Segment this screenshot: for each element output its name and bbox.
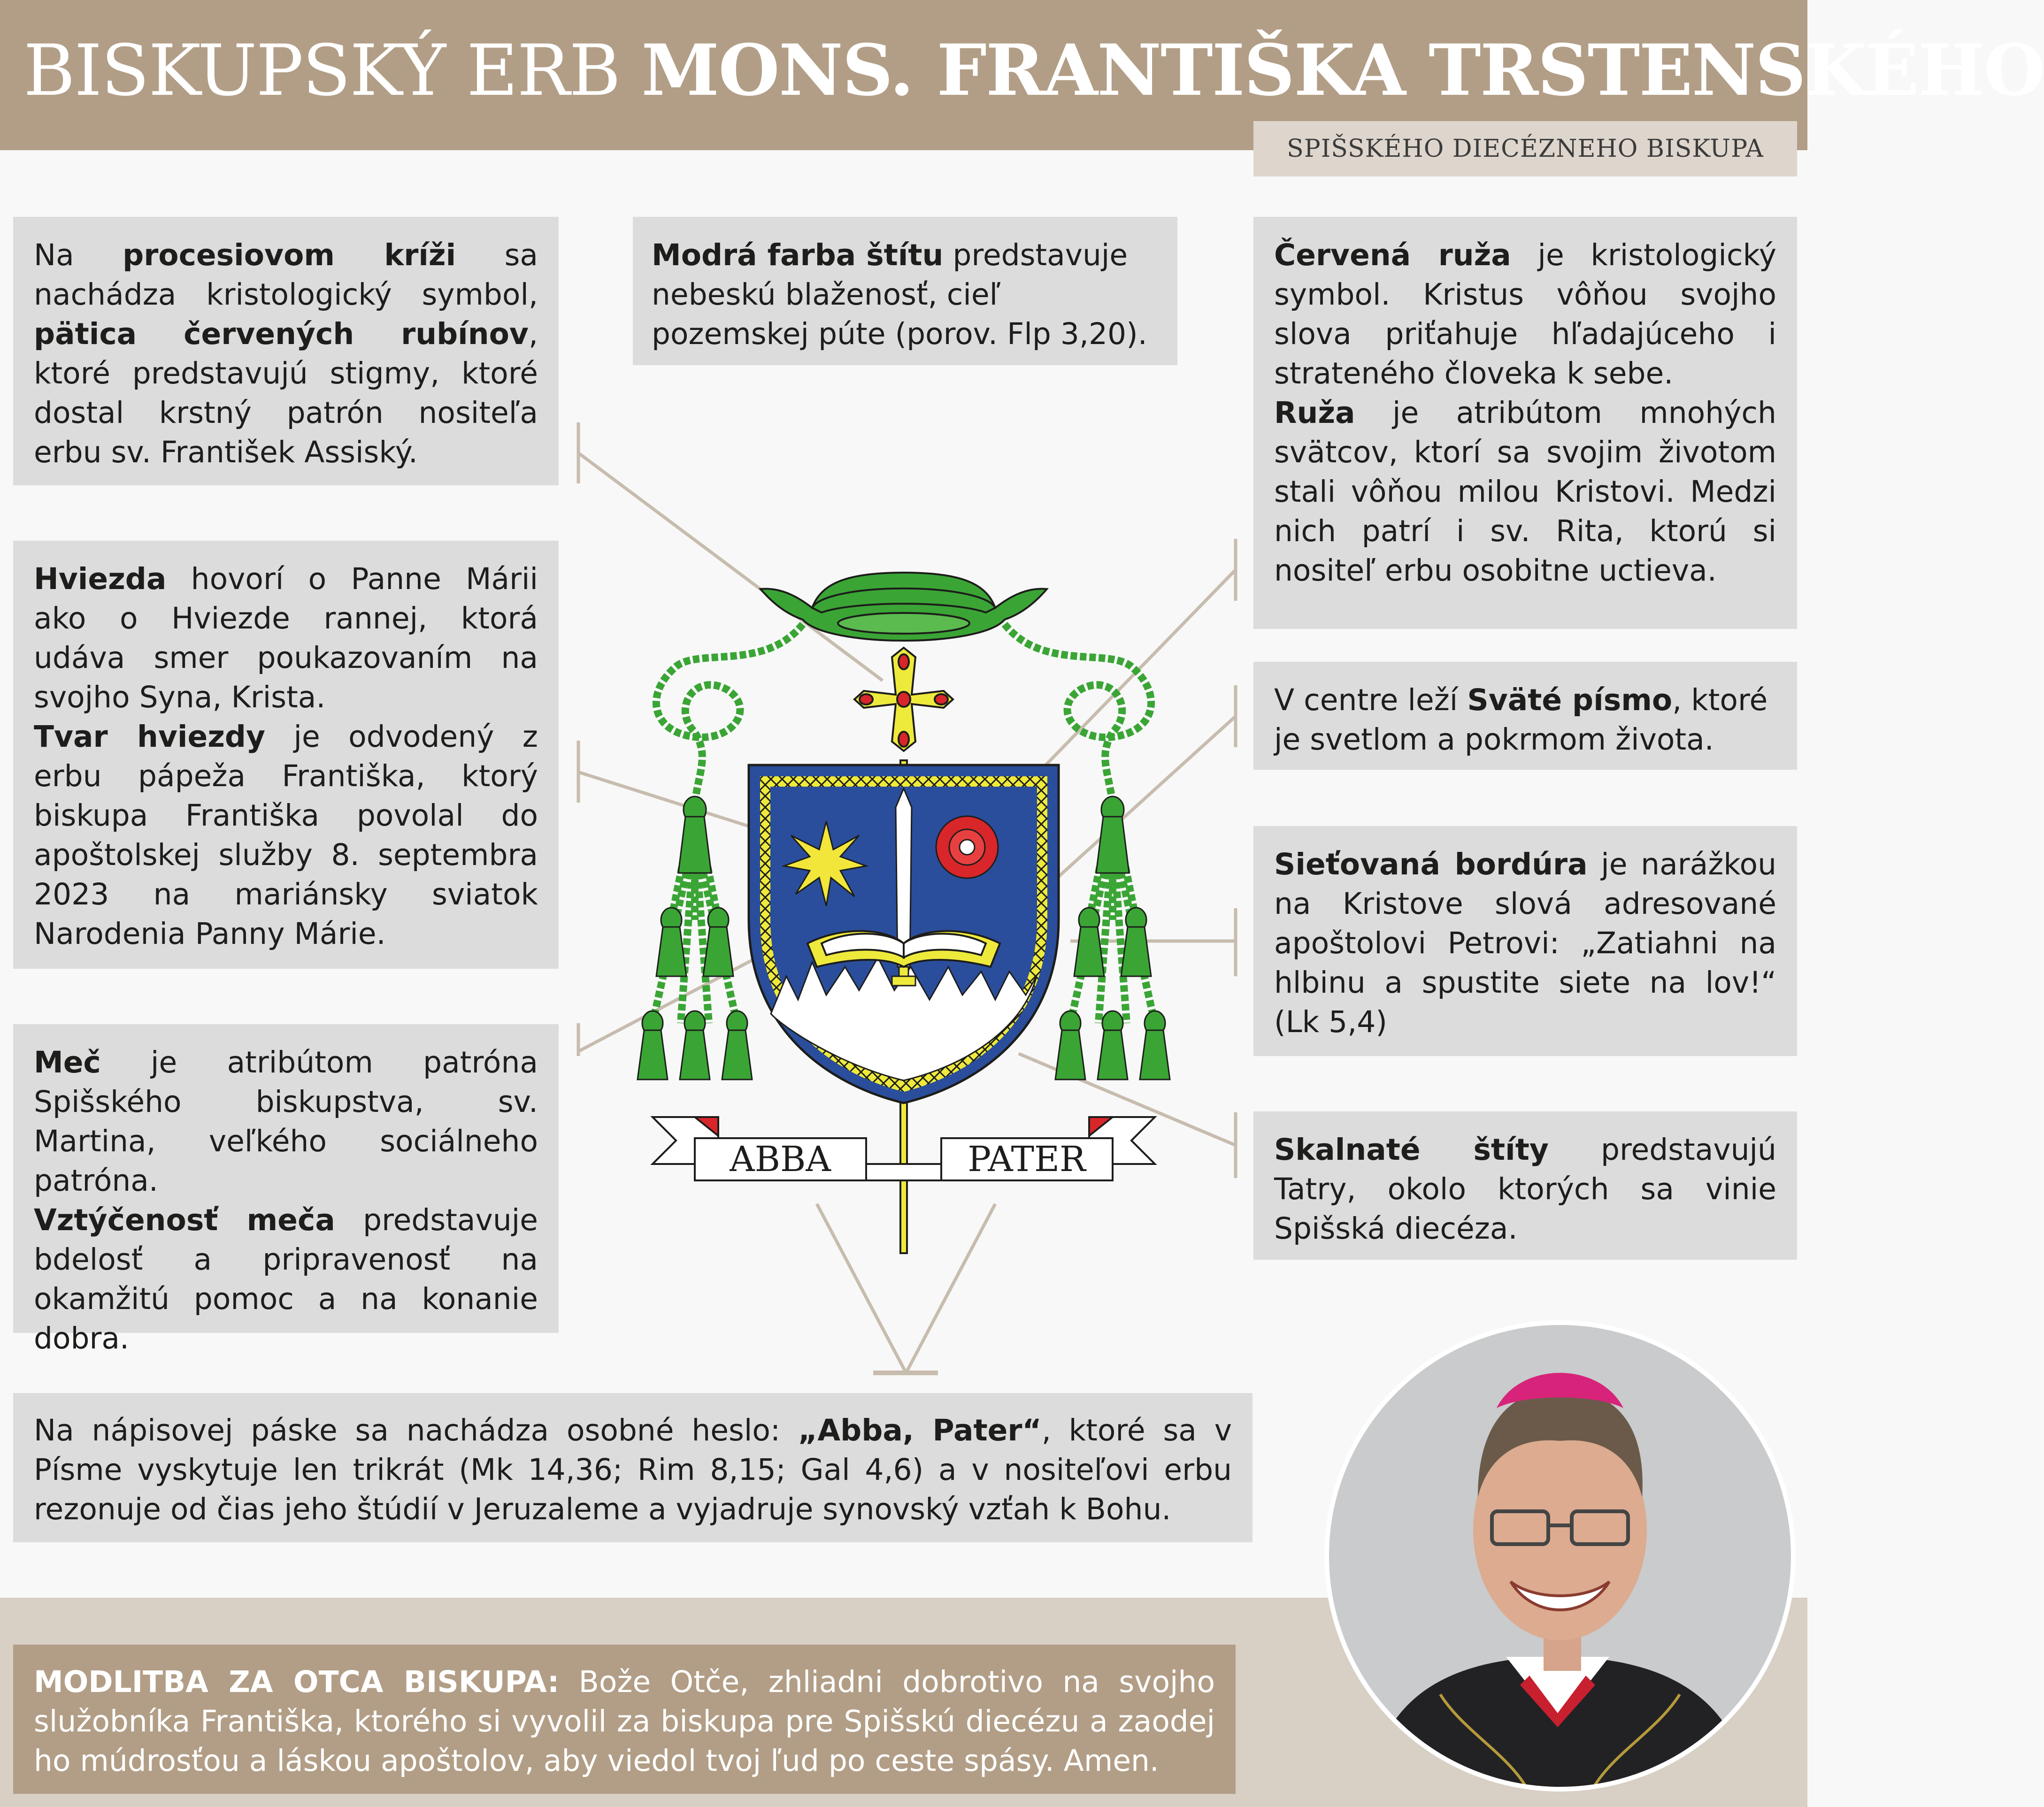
text-box-rocky-peaks: Skalnaté štíty predstavujú Tatry, okolo ktorých sa vinie Spišská diecéza. [1253,1111,1797,1260]
shield [749,765,1059,1103]
text-box-prayer: MODLITBA ZA OTCA BISKUPA: Bože Otče, zhliadni dobrotivo na svojho služobníka Františka, ktorého si vyvolil za biskupa pre Spišskú diecézu a zaodej ho múdrosťou a láskou apoštolov, aby viedol tvoj ľud po ceste spásy. Amen. [13,1645,1236,1794]
text-box-net-border: Sieťovaná bordúra je narážkou na Kristove slová adresované apoštolovi Petrovi: „Zatiahni na hlbinu a spustite siete na lov!“ (Lk 5,4) [1253,826,1797,1056]
text-box-processional-cross: Na procesiovom kríži sa nachádza kristologický symbol, pätica červených rubínov, ktoré predstavujú stigmy, ktoré dostal krstný patrón nositeľa erbu sv. František Assiský. [13,217,559,485]
rose-icon [936,816,998,878]
bishop-portrait [1323,1319,1797,1793]
coat-of-arms [624,554,1183,1258]
text-box-sword: Meč je atribútom patróna Spišského biskupstva, sv. Martina, veľkého sociálneho patróna. Vztýčenosť meča predstavuje bdelosť a pripravenosť na okamžitú pomoc a na konanie dobra. [13,1024,559,1333]
galero-hat [761,573,1047,641]
text-box-red-rose: Červená ruža je kristologický symbol. Kristus vôňou svojho slova priťahuje hľadajúceho i strateného človeka k sebe. Ruža je atribútom mnohých svätcov, ktorí sa svojim životom stali vôňou milou Kristovi. Medzi nich patrí i sv. Rita, ktorú si nositeľ erbu osobitne uctieva. [1253,217,1797,629]
title-light: BISKUPSKÝ ERB [23,30,642,112]
text-box-blue-color: Modrá farba štítu predstavuje nebeskú blaženosť, cieľ pozemskej púte (porov. Flp 3,20). [633,217,1177,365]
title-bold: MONS. FRANTIŠKA TRSTENSKÉHO [641,29,2044,112]
text-box-motto: Na nápisovej páske sa nachádza osobné heslo: „Abba, Pater“, ktoré sa v Písme vyskytuje len trikrát (Mk 14,36; Rim 8,15; Gal 4,6) a v nositeľovi erbu rezonuje od čias jeho štúdií v Jeruzaleme a vyjadruje synovský vzťah k Bohu. [13,1393,1253,1542]
motto-right: PATER [968,1139,1086,1179]
subtitle-badge: SPIŠSKÉHO DIECÉZNEHO BISKUPA [1253,121,1797,176]
motto-left: ABBA [730,1139,831,1179]
text-box-star: Hviezda hovorí o Panne Márii ako o Hviezde rannej, ktorá udáva smer poukazovaním na svojho Syna, Krista. Tvar hviezdy je odvodený z erbu pápeža Františka, ktorý biskupa Františka povolal do apoštolskej služby 8. septembra 2023 na mariánsky sviatok Narodenia Panny Márie. [13,541,559,969]
text-box-holy-scripture: V centre leží Sväté písmo, ktoré je svetlom a pokrmom života. [1253,662,1797,770]
